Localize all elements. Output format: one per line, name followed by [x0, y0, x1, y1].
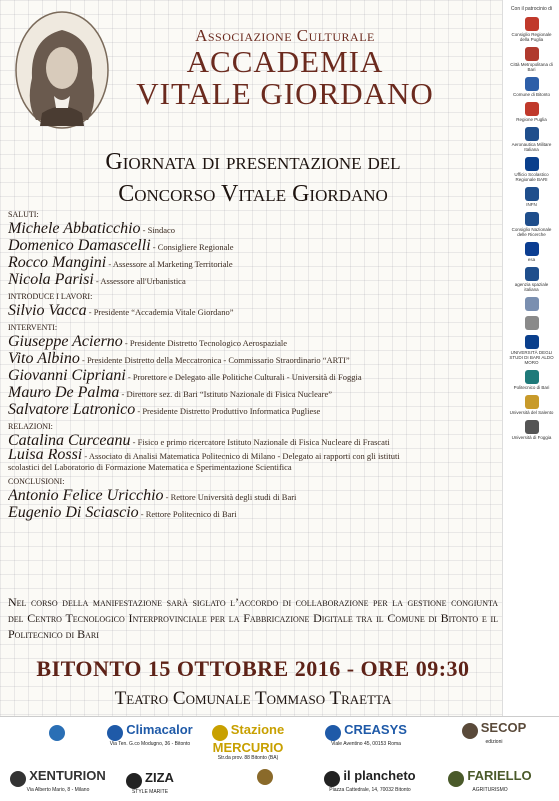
- patronage-logo: [509, 370, 555, 390]
- patronage-logo: [509, 335, 555, 365]
- speaker-row: [8, 333, 498, 350]
- patronage-logo-text: Aeronautica Militare Italiana: [511, 142, 552, 152]
- sponsor-title: SECOP: [480, 720, 527, 735]
- sponsor-title: Climacalor: [126, 722, 193, 737]
- speaker-name: Salvatore Latronico: [8, 401, 136, 418]
- speaker-role: - Presidente Distretto della Meccatronica - Commissario Straordinario “ARTI”: [79, 355, 350, 365]
- sponsor-subtitle: Viale Aventino 45, 00153 Roma: [331, 740, 401, 747]
- speaker-row: [8, 271, 498, 288]
- sponsor-subtitle: Via Ten. G.co Modugno, 36 - Bitonto: [109, 740, 191, 747]
- patronage-logo-text: INFN: [526, 202, 537, 207]
- circle-logo-icon: [525, 297, 539, 311]
- coat-of-arms-icon: [525, 102, 539, 116]
- sponsor-subtitle: STYLE MARITE: [131, 788, 169, 795]
- patronage-logo-text: Ufficio Scolastico Regionale BARI: [514, 172, 549, 182]
- speaker-name: Giovanni Cipriani: [8, 367, 126, 384]
- sponsor-subtitle: edizioni: [485, 738, 503, 745]
- speaker-row: [8, 237, 498, 254]
- speaker-row: [8, 487, 498, 504]
- speaker-name: Vito Albino: [8, 350, 80, 367]
- patronage-logo: [509, 102, 555, 122]
- speaker-role: - Presidente Distretto Produttivo Informatica Pugliese: [135, 406, 321, 416]
- section-heading-introduce: INTRODUCE I LAVORI:: [8, 292, 93, 301]
- speaker-role: - Assessore all'Urbanistica: [93, 276, 186, 286]
- section-heading-saluti: SALUTI:: [8, 210, 39, 219]
- patronage-logo-list: [503, 17, 559, 440]
- program: [8, 206, 498, 521]
- patronage-logo-text: Politecnico di Bari: [513, 385, 550, 390]
- plancheto-logo-icon: [324, 771, 340, 787]
- speaker-name: Silvio Vacca: [8, 302, 87, 319]
- cnr-logo-icon: [525, 212, 539, 226]
- title-line-1: Giornata di presentazione del: [105, 149, 401, 175]
- speaker-role: - Fisico e primo ricercatore Istituto Nazionale di Fisica Nucleare di Frascati: [130, 437, 390, 447]
- sponsor-logo: [314, 723, 418, 747]
- patronage-logo: [509, 316, 555, 330]
- speaker-role: - Assessore al Marketing Territoriale: [106, 259, 233, 269]
- speaker-row: [8, 302, 498, 319]
- patronage-logo: [509, 187, 555, 207]
- secop-logo-icon: [462, 723, 478, 739]
- seal-logo-icon: [525, 420, 539, 434]
- speaker-row: [8, 367, 498, 384]
- speaker-row: [8, 220, 498, 237]
- sponsor-title: FARIELLO: [467, 768, 532, 783]
- patronage-logo-text: Università di Foggia: [511, 435, 552, 440]
- speaker-role: - Associato di Analisi Matematica Politecnico di Milano - Delegato ai rapporti con gli istituti: [82, 451, 400, 461]
- patronage-logo: [509, 127, 555, 152]
- patronage-logo-text: Città Metropolitana di Bari: [510, 62, 553, 72]
- sponsor-logo: [442, 721, 546, 745]
- speaker-row: [8, 504, 498, 521]
- speaker-row: [8, 432, 498, 449]
- sponsor-logo: [6, 723, 110, 741]
- sponsor-title: CREASYS: [344, 722, 407, 737]
- patronage-logo-text: UNIVERSITÀ DEGLI STUDI DI BARI ALDO MORO: [509, 350, 554, 365]
- ziza-logo-icon: [126, 773, 142, 789]
- patronage-logo-text: Consiglio Nazionale delle Ricerche: [511, 227, 552, 237]
- asi-logo-icon: [525, 267, 539, 281]
- speaker-role: - Sindaco: [140, 225, 176, 235]
- creasys-logo-icon: [325, 725, 341, 741]
- speaker-row: [8, 449, 498, 473]
- seal-logo-icon: [525, 395, 539, 409]
- sponsor-subtitle: Via Alberto Mario, 8 - Milano: [26, 786, 90, 793]
- portrait-engraving: [12, 8, 112, 138]
- event-title: [18, 146, 488, 210]
- speaker-name: Rocco Mangini: [8, 254, 107, 271]
- coat-of-arms-icon: [525, 17, 539, 31]
- sponsor-logo: [214, 767, 318, 785]
- patronage-column: [502, 0, 559, 720]
- speaker-row: [8, 254, 498, 271]
- patronage-logo: [509, 77, 555, 97]
- event-date: BITONTO 15 OTTOBRE 2016 - ORE 09:30: [36, 656, 470, 681]
- speaker-role: - Presidente “Accademia Vitale Giordano”: [86, 307, 234, 317]
- patronage-logo: [509, 47, 555, 72]
- climacalor-logo-icon: [107, 725, 123, 741]
- patronage-logo: [509, 242, 555, 262]
- section-heading-interventi: INTERVENTI:: [8, 323, 58, 332]
- association-header: [120, 26, 450, 110]
- emblem-icon: [525, 127, 539, 141]
- patronage-heading: Con il patrocinio di: [510, 6, 553, 12]
- speaker-role: - Rettore Politecnico di Bari: [138, 509, 237, 519]
- patronage-logo-text: Consiglio Regionale della Puglia: [511, 32, 552, 42]
- patronage-logo-text: Regione Puglia: [516, 117, 547, 122]
- coat-of-arms-icon: [525, 77, 539, 91]
- agreement-note: Nel corso della manifestazione sarà siglato l’accordo di collaborazione per la gestione congiunta del Centro Tecnologico Interprovinciale per la Fabbricazione Digitale tra il Comune di Bitonto e il Politecnico di Bari: [8, 595, 498, 641]
- sponsor-title: ZIZA: [145, 770, 174, 785]
- speaker-role-continued: scolastici del Laboratorio di Formazione Matematica e Sperimentazione Scientifica: [8, 462, 292, 472]
- sponsor-title: Stazione MERCURIO: [212, 722, 285, 755]
- text-logo-icon: [525, 157, 539, 171]
- patronage-logo: [509, 17, 555, 42]
- fariello-logo-icon: [448, 771, 464, 787]
- speaker-name: Nicola Parisi: [8, 271, 94, 288]
- sponsor-strip: [0, 716, 559, 801]
- speaker-role: - Prorettore e Delegato alle Politiche Culturali - Università di Foggia: [125, 372, 362, 382]
- event-venue: Teatro Comunale Tommaso Traetta: [114, 688, 392, 709]
- sponsor-logo: [98, 723, 202, 747]
- speaker-row: [8, 401, 498, 418]
- sponsor-title: il plancheto: [343, 768, 416, 783]
- sponsor-logo: [98, 771, 202, 795]
- patronage-logo: [509, 420, 555, 440]
- patronage-logo-text: agenzia spaziale italiana: [514, 282, 549, 292]
- speaker-name: Eugenio Di Sciascio: [8, 504, 139, 521]
- sponsor-subtitle: Str.da prov. 88 Bitonto (BA): [217, 754, 279, 761]
- xenturion-logo-icon: [10, 771, 26, 787]
- header-line-3: VITALE GIORDANO: [136, 76, 434, 111]
- speaker-role: - Presidente Distretto Tecnologico Aerospaziale: [122, 338, 288, 348]
- palazzo-logo-icon: [257, 769, 273, 785]
- sponsor-logo: [438, 769, 542, 793]
- patronage-logo: [509, 267, 555, 292]
- patronage-logo: [509, 395, 555, 415]
- coat-of-arms-icon: [525, 316, 539, 330]
- patronage-logo-text: esa: [527, 257, 536, 262]
- title-line-2: Concorso Vitale Giordano: [118, 181, 388, 207]
- speaker-name: Domenico Damascelli: [8, 237, 151, 254]
- speaker-role: - Direttore sez. di Bari “Istituto Nazionale di Fisica Nucleare”: [119, 389, 333, 399]
- poliba-logo-icon: [525, 370, 539, 384]
- speaker-role: - Consigliere Regionale: [150, 242, 234, 252]
- sponsor-logo: [196, 723, 300, 761]
- molecule-logo-icon: [49, 725, 65, 741]
- section-heading-relazioni: RELAZIONI:: [8, 422, 53, 431]
- speaker-row: [8, 350, 498, 367]
- header-line-1: Associazione Culturale: [195, 26, 375, 45]
- speaker-name: Catalina Curceanu: [8, 432, 131, 449]
- patronage-logo: [509, 297, 555, 311]
- infn-logo-icon: [525, 187, 539, 201]
- speaker-name: Antonio Felice Uricchio: [8, 487, 164, 504]
- university-logo-icon: [525, 335, 539, 349]
- sponsor-subtitle: AGRITURISMO: [472, 786, 508, 793]
- sponsor-logo: [318, 769, 422, 793]
- sponsor-subtitle: Piazza Cattedrale, 14, 70032 Bitonto: [329, 786, 411, 793]
- speaker-name: Giuseppe Acierno: [8, 333, 123, 350]
- section-heading-conclusioni: CONCLUSIONI:: [8, 477, 65, 486]
- patronage-logo-text: Comune di Bitonto: [512, 92, 551, 97]
- speaker-role: - Rettore Università degli studi di Bari: [163, 492, 297, 502]
- esa-logo-icon: [525, 242, 539, 256]
- sponsor-logo: [6, 769, 110, 793]
- patronage-logo: [509, 157, 555, 182]
- coat-of-arms-icon: [525, 47, 539, 61]
- eni-logo-icon: [212, 725, 228, 741]
- speaker-name: Michele Abbaticchio: [8, 220, 141, 237]
- header-line-2: ACCADEMIA: [186, 44, 384, 79]
- speaker-row: [8, 384, 498, 401]
- speaker-name: Mauro De Palma: [8, 384, 120, 401]
- patronage-logo: [509, 212, 555, 237]
- patronage-logo-text: Università del Salento: [509, 410, 554, 415]
- speaker-name: Luisa Rossi: [8, 449, 83, 463]
- sponsor-title: XENTURION: [29, 768, 106, 783]
